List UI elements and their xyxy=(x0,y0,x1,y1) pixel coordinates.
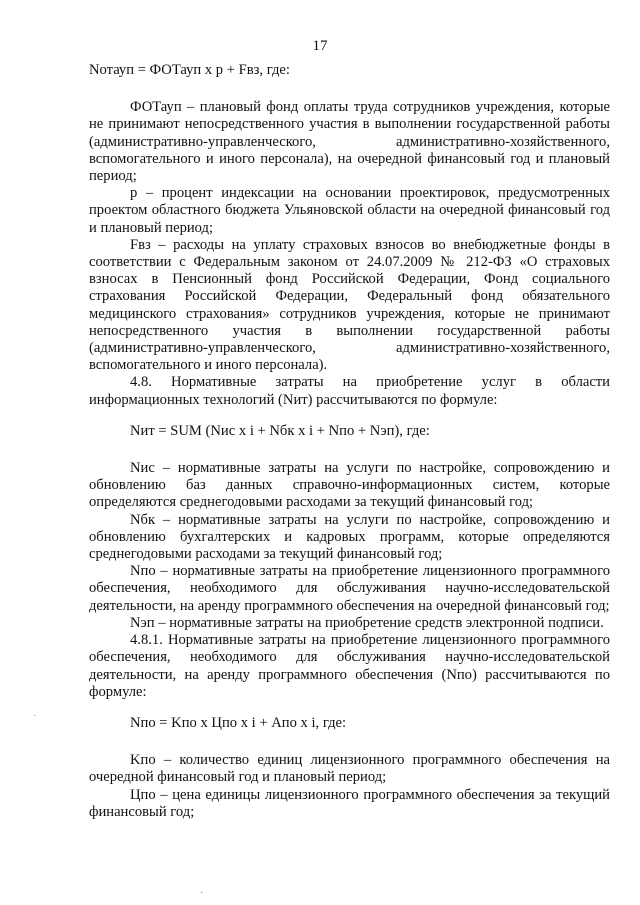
scan-speck-mark: · xyxy=(33,711,37,722)
formula-not-aup: Nотауп = ФОТауп х р + Fвз, где: xyxy=(89,62,290,78)
paragraph-nep: Nэп – нормативные затраты на приобретение средств электронной подписи. xyxy=(130,614,604,631)
page-number: 17 xyxy=(312,38,328,54)
formula-nit: Nит = SUM (Nис х i + Nбк х i + Nпо + Nэп), где: xyxy=(130,422,430,439)
paragraph-p-index: р – процент индексации на основании проектировок, предусмотренных проектом областного бюджета Ульяновской области на очередной финансовый год и плановый период; xyxy=(89,185,610,236)
document-body xyxy=(89,62,610,821)
paragraph-4-8-1: 4.8.1. Нормативные затраты на приобретение лицензионного программного обеспечения, необходимого для обслуживания научно-исследовательской деятельности, на аренду программного обеспечения (Nпо) рассчитываются по формуле: xyxy=(89,632,610,700)
paragraph-fvz: Fвз – расходы на уплату страховых взносов во внебюджетные фонды в соответствии с Федеральным законом от 24.07.2009 № 212-ФЗ «О страховых взносах в Пенсионный фонд Российской Федерации, Фонд социального страхования Российской Федерации, Федеральный фонд обязательного медицинского страхования» сотрудников учреждения, которые не принимают непосредственного участия в выполнении государственной работы (административно-управленческого, административно-хозяйственного, вспомогательного и иного персонала). xyxy=(89,236,610,374)
paragraph-cpo: Цпо – цена единицы лицензионного программного обеспечения за текущий финансовый год; xyxy=(89,786,610,820)
formula-npo: Nпо = Kпо х Цпо х i + Апо х i, где: xyxy=(130,714,347,731)
scan-speck-mark: · xyxy=(200,888,204,899)
paragraph-nbk: Nбк – нормативные затраты на услуги по настройке, сопровождению и обновлению бухгалтерских и кадровых программ, которые определяются среднегодовыми расходами за текущий финансовый год; xyxy=(89,511,610,563)
paragraph-nis: Nис – нормативные затраты на услуги по настройке, сопровождению и обновлению баз данных справочно-информационных систем, которые определяются среднегодовыми расходами за текущий финансовый год; xyxy=(89,460,610,511)
paragraph-kpo: Kпо – количество единиц лицензионного программного обеспечения на очередной финансовый год и плановый период; xyxy=(89,752,610,786)
paragraph-4-8: 4.8. Нормативные затраты на приобретение услуг в области информационных технологий (Nит) рассчитываются по формуле: xyxy=(89,374,610,408)
paragraph-npo: Nпо – нормативные затраты на приобретение лицензионного программного обеспечения, необходимого для обслуживания научно-исследовательской деятельности, на аренду программного обеспечения на очередной финансовый год; xyxy=(89,563,610,614)
paragraph-fot-aup: ФОТауп – плановый фонд оплаты труда сотрудников учреждения, которые не принимают непосредственного участия в выполнении государственной работы (административно-управленческого, административно-хозяйственного, вспомогательного и иного персонала), на очередной финансовый год и плановый период; xyxy=(89,99,610,185)
